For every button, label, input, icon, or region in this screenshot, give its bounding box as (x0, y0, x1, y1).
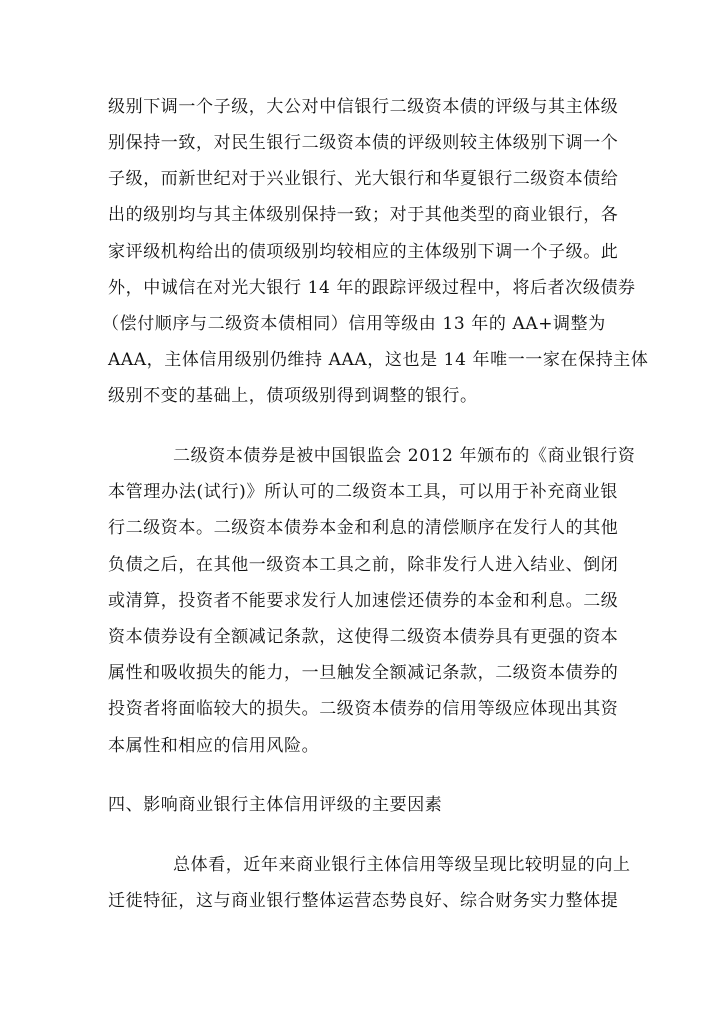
paragraph-line: 二级资本债券是被中国银监会 2012 年颁布的《商业银行资 (173, 446, 636, 466)
paragraph-line: AAA，主体信用级别仍维持 AAA，这也是 14 年唯一一家在保持主体 (108, 350, 649, 370)
paragraph-line: 本属性和相应的信用风险。 (108, 736, 320, 756)
paragraph-line: 级别下调一个子级，大公对中信银行二级资本债的评级与其主体级 (108, 97, 619, 117)
paragraph-line: 总体看，近年来商业银行主体信用等级呈现比较明显的向上 (173, 855, 631, 875)
paragraph-line: 出的级别均与其主体级别保持一致；对于其他类型的商业银行，各 (108, 205, 619, 225)
paragraph-line: 行二级资本。二级资本债券本金和利息的清偿顺序在发行人的其他 (108, 518, 619, 538)
paragraph-line: 负债之后，在其他一级资本工具之前，除非发行人进入结业、倒闭 (108, 555, 619, 575)
paragraph-line: （偿付顺序与二级资本债相同）信用等级由 13 年的 AA+调整为 (102, 314, 606, 334)
paragraph-line: 级别不变的基础上，债项级别得到调整的银行。 (108, 386, 478, 406)
paragraph-line: 资本债券设有全额减记条款，这使得二级资本债券具有更强的资本 (108, 627, 619, 647)
paragraph-line: 投资者将面临较大的损失。二级资本债券的信用等级应体现出其资 (108, 699, 619, 719)
paragraph-line: 迁徙特征，这与商业银行整体运营态势良好、综合财务实力整体提 (108, 891, 619, 911)
paragraph-line: 属性和吸收损失的能力，一旦触发全额减记条款，二级资本债券的 (108, 663, 619, 683)
paragraph-line: 别保持一致，对民生银行二级资本债的评级则较主体级别下调一个 (108, 133, 619, 153)
paragraph-line: 外，中诚信在对光大银行 14 年的跟踪评级过程中，将后者次级债券 (108, 278, 636, 298)
section-heading: 四、影响商业银行主体信用评级的主要因素 (108, 795, 443, 815)
paragraph-line: 家评级机构给出的债项级别均较相应的主体级别下调一个子级。此 (108, 242, 619, 262)
paragraph-line: 或清算，投资者不能要求发行人加速偿还债券的本金和利息。二级 (108, 591, 619, 611)
paragraph-line: 子级，而新世纪对于兴业银行、光大银行和华夏银行二级资本债给 (108, 169, 619, 189)
paragraph-line: 本管理办法(试行)》所认可的二级资本工具，可以用于补充商业银 (108, 482, 618, 502)
